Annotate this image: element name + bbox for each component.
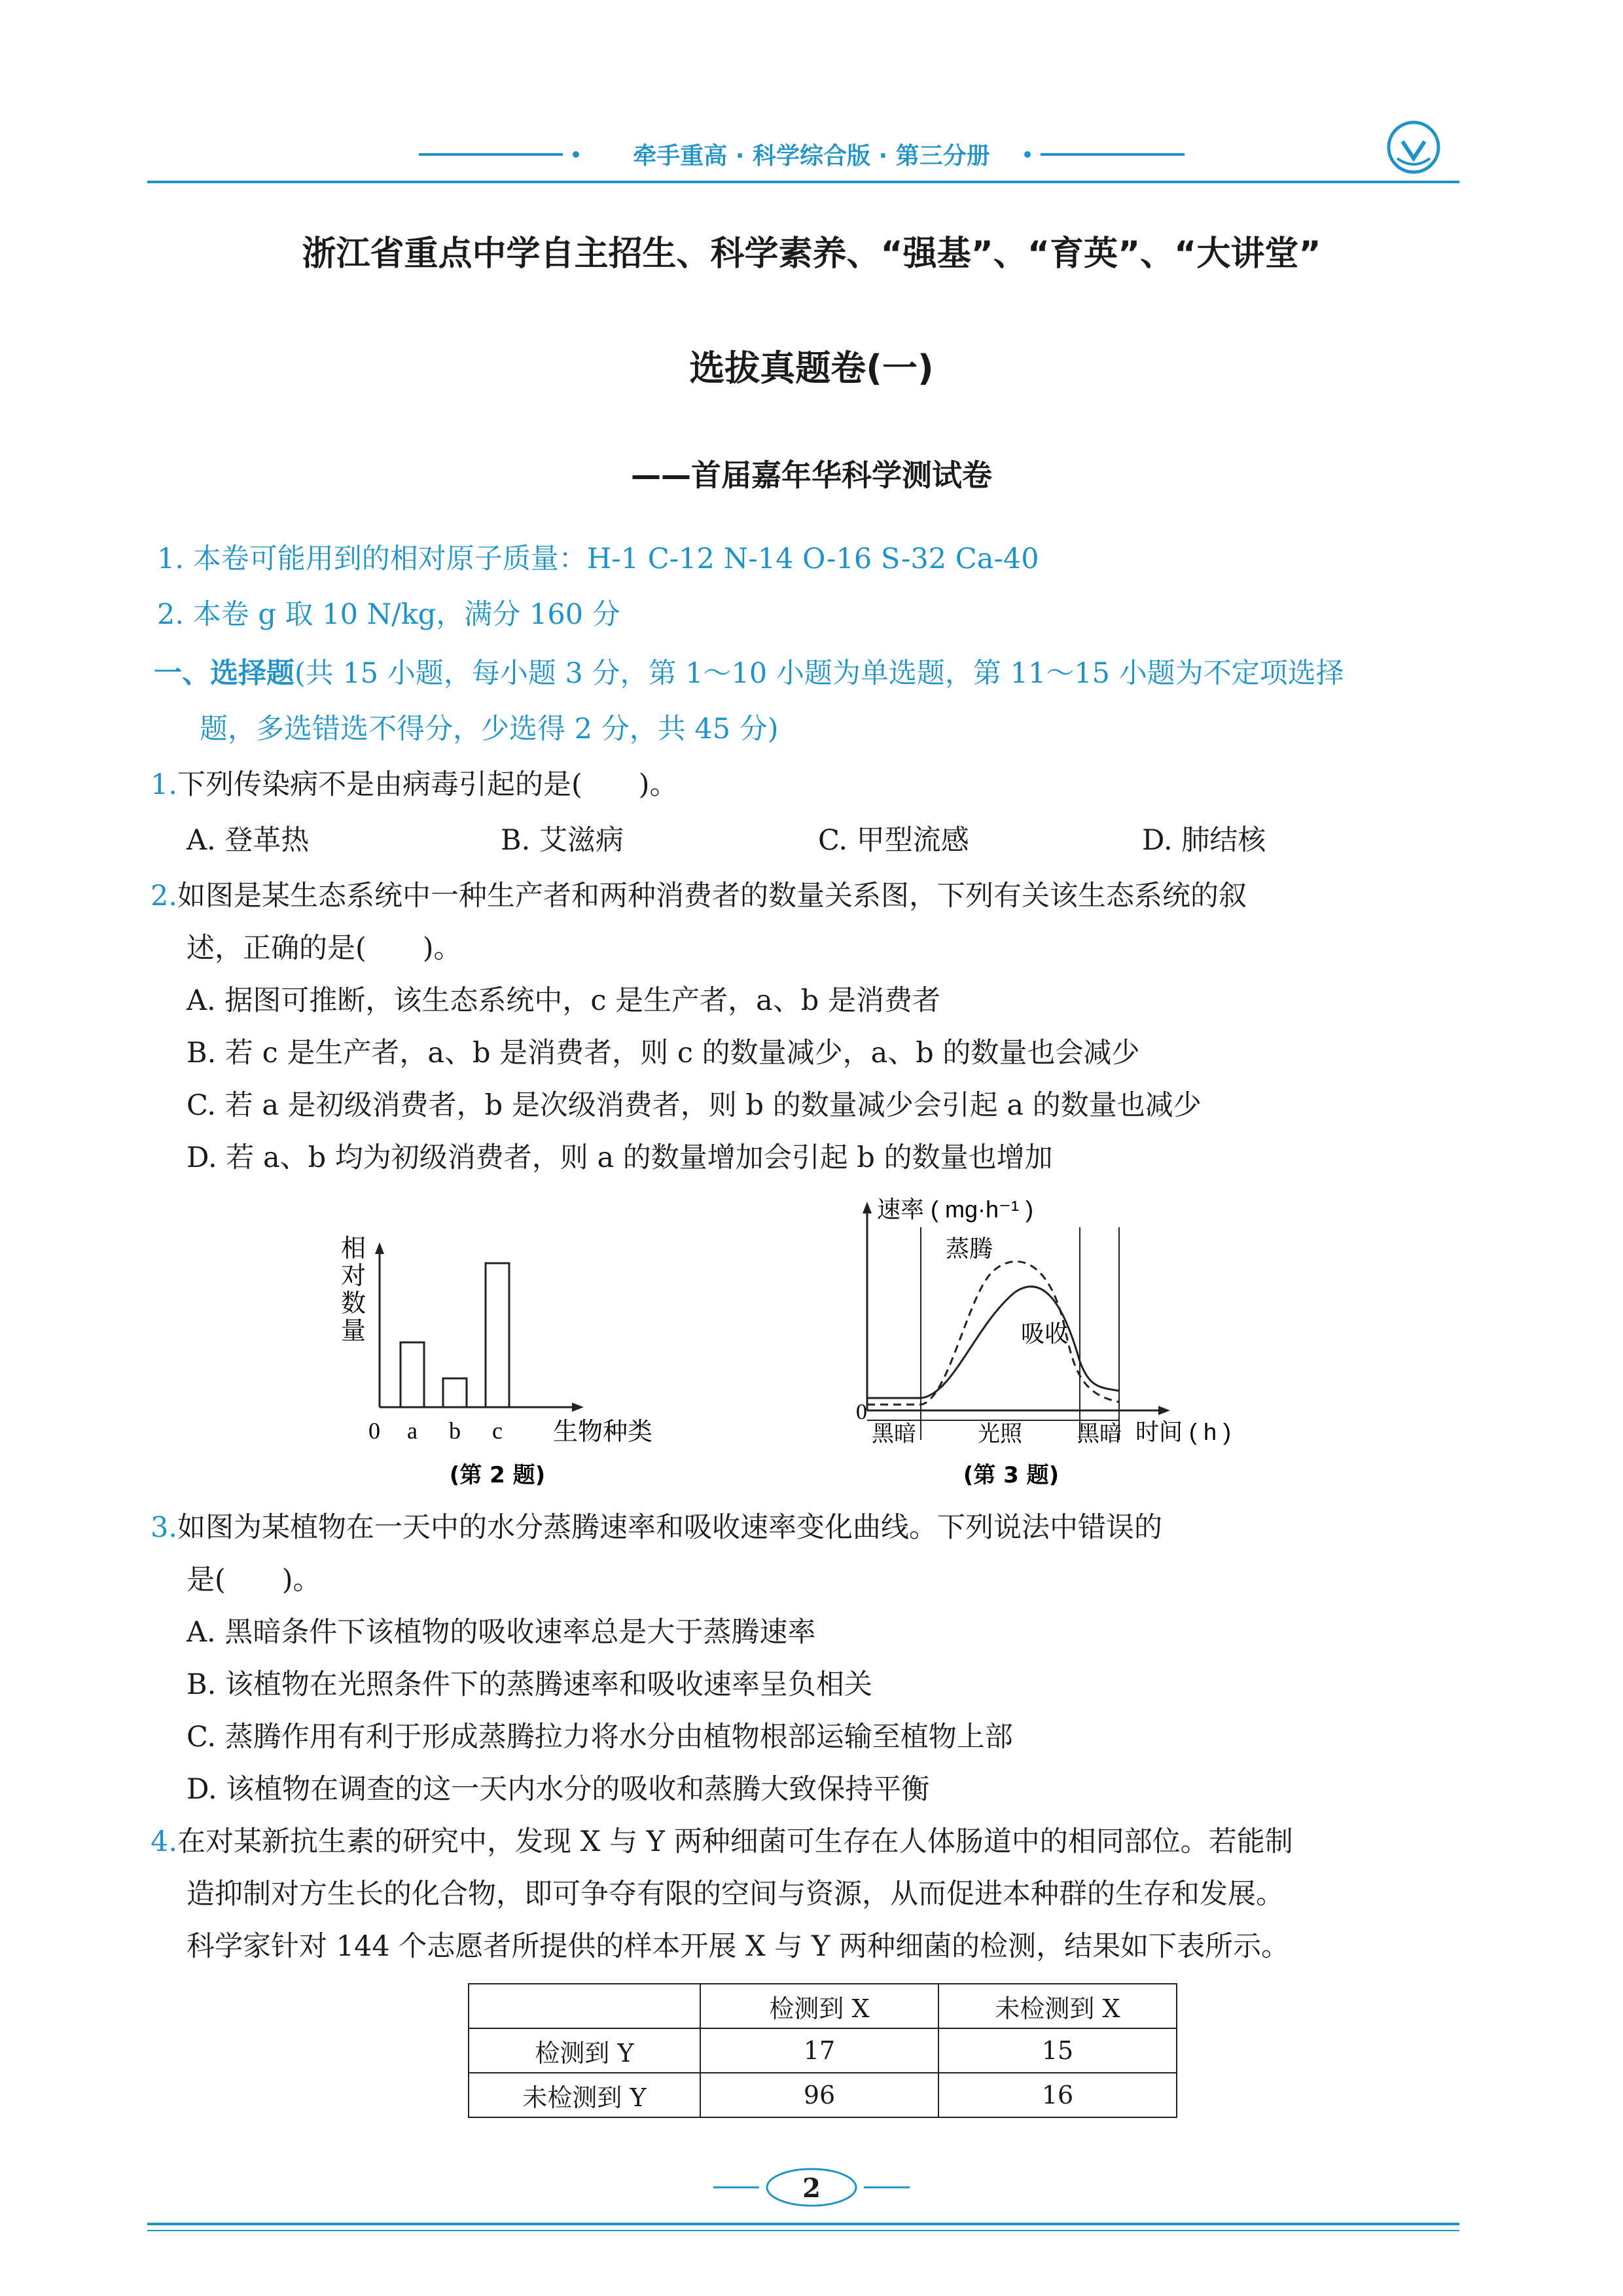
series-transpiration-line (867, 1261, 1119, 1405)
question-4-text: 在对某新抗生素的研究中，发现 X 与 Y 两种细菌可生存在人体肠道中的相同部位。若能制 (177, 1825, 1293, 1858)
note-2: 2. 本卷 g 取 10 N/kg，满分 160 分 (157, 598, 620, 631)
question-3-stem-2: 是( )。 (187, 1564, 321, 1596)
question-2-text: 如图是某生态系统中一种生产者和两种消费者的数量关系图，下列有关该生态系统的叙 (177, 880, 1247, 912)
origin-label: 0 (856, 1400, 867, 1424)
header-series-title: 牵手重高 · 科学综合版 · 第三分册 (633, 143, 990, 170)
q3-option-b: B. 该植物在光照条件下的蒸腾速率和吸收速率呈负相关 (187, 1668, 872, 1701)
table-cell: 96 (700, 2073, 938, 2117)
question-1-text: 下列传染病不是由病毒引起的是( )。 (177, 768, 678, 801)
y-axis-label-char: 数 (340, 1290, 366, 1318)
question-3-stem (151, 1505, 1162, 1545)
table-cell: 15 (938, 2028, 1177, 2073)
question-4-stem-2: 造抑制对方生长的化合物，即可争夺有限的空间与资源，从而促进本种群的生存和发展。 (187, 1878, 1284, 1910)
header-decoration (0, 0, 1623, 209)
bar-b (443, 1378, 467, 1407)
question-3-text: 如图为某植物在一天中的水分蒸腾速率和吸收速率变化曲线。下列说法中错误的 (177, 1511, 1163, 1544)
table-header-cell: 检测到 X (700, 1984, 938, 2028)
figure-2-caption: (第 2 题) (449, 1462, 546, 1488)
table-header-cell (469, 1984, 700, 2028)
tick-label-b: b (449, 1418, 461, 1444)
question-4-stem (151, 1820, 1293, 1859)
logo-emblem-icon (1384, 118, 1443, 177)
y-axis-label-char: 量 (340, 1318, 366, 1345)
region-label-light: 光照 (978, 1422, 1022, 1446)
table-cell: 未检测到 Y (469, 2073, 700, 2117)
bar-a (401, 1342, 424, 1407)
question-2-stem-2: 述，正确的是( )。 (187, 932, 462, 965)
origin-label: 0 (368, 1418, 380, 1444)
q1-option-c: C. 甲型流感 (818, 824, 969, 857)
table-cell: 16 (938, 2073, 1177, 2117)
question-2-stem (151, 874, 1247, 914)
bar-c (486, 1263, 509, 1407)
y-axis-label-char: 对 (340, 1263, 366, 1290)
section-desc-2: 题，多选错选不得分，少选得 2 分，共 45 分) (200, 713, 779, 745)
q3-option-d: D. 该植物在调查的这一天内水分的吸收和蒸腾大致保持平衡 (187, 1773, 930, 1806)
question-2-number: 2. (151, 880, 178, 912)
table-header-row (469, 1984, 1177, 2028)
table-row (469, 2073, 1177, 2117)
q2-option-d: D. 若 a、b 均为初级消费者，则 a 的数量增加会引起 b 的数量也增加 (187, 1141, 1053, 1174)
x-axis-label: 时间 ( h ) (1135, 1418, 1232, 1445)
region-label-dark-1: 黑暗 (872, 1422, 916, 1446)
q1-option-d: D. 肺结核 (1142, 824, 1266, 857)
section-heading (154, 651, 1344, 691)
page-title-line2: 选拔真题卷(一) (689, 348, 934, 389)
question-4-stem-3: 科学家针对 144 个志愿者所提供的样本开展 X 与 Y 两种细菌的检测，结果如下表所示。 (187, 1930, 1290, 1963)
table-cell: 检测到 Y (469, 2028, 700, 2073)
table-row (469, 2028, 1177, 2073)
page-title-line1: 浙江省重点中学自主招生、科学素养、“强基”、“育英”、“大讲堂” (302, 234, 1321, 274)
figure-3-line-chart (838, 1191, 1322, 1499)
section-label: 一、选择题 (154, 657, 294, 690)
results-table (468, 1983, 1177, 2118)
q1-option-b: B. 艾滋病 (501, 824, 624, 857)
x-axis-label: 生物种类 (553, 1418, 653, 1446)
y-axis-label (341, 1235, 366, 1345)
figure-2-bar-chart (314, 1230, 720, 1492)
q2-option-b: B. 若 c 是生产者，a、b 是消费者，则 c 的数量减少，a、b 的数量也会减少 (187, 1037, 1140, 1069)
series-label-absorption: 吸收 (1021, 1320, 1069, 1347)
section-desc-1: (共 15 小题，每小题 3 分，第 1～10 小题为单选题，第 11～15 小题为不定项选择 (294, 657, 1344, 690)
y-axis-label: 速率 ( mg·h⁻¹ ) (877, 1196, 1033, 1223)
question-1-stem (151, 762, 678, 802)
q1-option-a: A. 登革热 (187, 824, 310, 857)
question-1-number: 1. (151, 768, 178, 801)
tick-label-c: c (492, 1418, 503, 1444)
q2-option-a: A. 据图可推断，该生态系统中，c 是生产者，a、b 是消费者 (187, 984, 940, 1017)
figure-3-caption: (第 3 题) (963, 1462, 1060, 1488)
q2-option-c: C. 若 a 是初级消费者，b 是次级消费者，则 b 的数量减少会引起 a 的数量也减少 (187, 1089, 1202, 1122)
table-cell: 17 (700, 2028, 938, 2073)
q3-option-c: C. 蒸腾作用有利于形成蒸腾拉力将水分由植物根部运输至植物上部 (187, 1721, 1013, 1753)
tick-label-a: a (407, 1418, 418, 1444)
page-number: 2 (802, 2173, 821, 2204)
y-axis-label-char: 相 (340, 1235, 366, 1263)
series-label-transpiration: 蒸腾 (946, 1235, 993, 1262)
question-3-number: 3. (151, 1511, 178, 1544)
note-1: 1. 本卷可能用到的相对原子质量：H-1 C-12 N-14 O-16 S-32 Ca-40 (157, 543, 1039, 575)
series-absorption-line (867, 1287, 1119, 1398)
page-subtitle: ——首届嘉年华科学测试卷 (631, 457, 992, 493)
question-4-number: 4. (151, 1825, 178, 1858)
q3-option-a: A. 黑暗条件下该植物的吸收速率总是大于蒸腾速率 (187, 1616, 816, 1649)
region-label-dark-2: 黑暗 (1077, 1422, 1122, 1446)
table-header-cell: 未检测到 X (938, 1984, 1177, 2028)
